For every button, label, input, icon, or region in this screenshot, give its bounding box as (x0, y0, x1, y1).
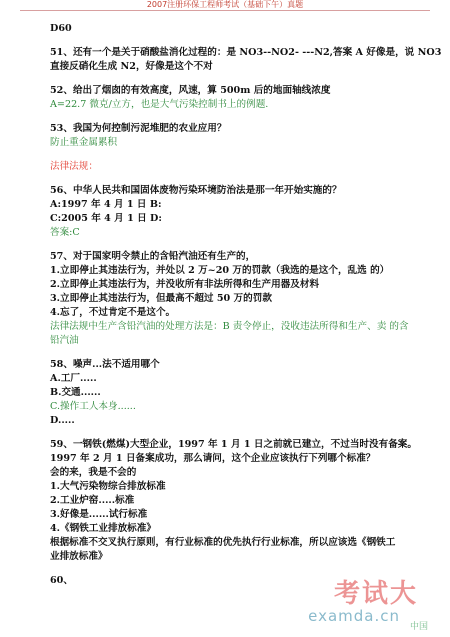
site-watermark (298, 573, 428, 633)
section-heading-law: 法律法规： (50, 161, 98, 172)
note-59: 会的来，我是不会的 (50, 467, 137, 478)
answer-56: 答案:C (50, 227, 80, 238)
option-59-3: 3.好像是......试行标准 (50, 509, 148, 520)
watermark-tag: 中国 (409, 622, 428, 632)
question-51: 51、还有一个是关于硝酸盐消化过程的：是 NO3--NO2- ---N2,答案 A 好像是，说 NO3 (50, 47, 442, 58)
question-58: 58、噪声...法不适用哪个 (50, 359, 160, 370)
watermark-logo-text: 考试大 (333, 579, 418, 609)
option-58-a: A.工厂..... (50, 373, 97, 384)
option-57-3: 3.立即停止其违法行为，但最高不超过 50 万的罚款 (50, 293, 272, 304)
question-59: 59、一钢铁(燃煤)大型企业，1997 年 1 月 1 日之前就已建立，不过当时没有备案。 (50, 439, 417, 450)
question-52: 52、给出了烟囱的有效高度，风速，算 500m 后的地面轴线浓度 (50, 85, 331, 96)
option-59-1: 1.大气污染物综合排放标准 (50, 481, 166, 492)
question-53: 53、我国为何控制污泥堆肥的农业应用？ (50, 123, 227, 134)
option-56-ab: A:1997 年 4 月 1 日 B: (50, 199, 162, 210)
question-d60: D60 (50, 23, 72, 34)
header-divider (20, 10, 430, 11)
option-58-c: C.操作工人本身...... (50, 401, 136, 412)
answer-59-cont: 业排放标准》 (50, 551, 108, 562)
option-57-2: 2.立即停止其违法行为，并没收所有非法所得和生产用器及材料 (50, 279, 320, 290)
option-59-2: 2.工业炉窑.....标准 (50, 495, 135, 506)
option-57-4: 4.忘了，不过肯定不是这个。 (50, 307, 176, 318)
answer-57: 法律法规中生产含铅汽油的处理方法是：B 责令停止，没收违法所得和生产、卖 的含 (50, 321, 409, 332)
question-59-cont: 1997 年 2 月 1 日备案成功，那么请问，这个企业应该执行下列哪个标准？ (50, 453, 376, 464)
answer-53: 防止重金属累积 (50, 137, 118, 148)
option-57-1: 1.立即停止其违法行为，并处以 2 万~20 万的罚款（我选的是这个，乱选 的） (50, 265, 390, 276)
option-59-4: 4.《钢铁工业排放标准》 (50, 523, 156, 534)
answer-59: 根据标准不交叉执行原则，有行业标准的优先执行行业标准，所以应该选《钢铁工 (50, 537, 396, 548)
option-56-cd: C:2005 年 4 月 1 日 D: (50, 213, 162, 224)
answer-52: A=22.7 微克/立方，也是大气污染控制书上的例题. (50, 99, 269, 110)
question-57: 57、对于国家明令禁止的含铅汽油还有生产的， (50, 251, 256, 262)
question-51-cont: 直接反硝化生成 N2，好像是这个不对 (50, 61, 213, 72)
option-58-d: D..... (50, 415, 75, 426)
question-60: 60、 (50, 575, 73, 586)
answer-57-cont: 铅汽油 (50, 335, 79, 346)
watermark-domain: examda.cn (308, 607, 400, 625)
header-title: 2007注册环保工程师考试（基础下午）真题 (146, 0, 304, 9)
option-58-b: B.交通...... (50, 387, 101, 398)
document-body (50, 22, 442, 588)
question-56: 56、中华人民共和国固体废物污染环境防治法是那一年开始实施的？ (50, 185, 342, 196)
